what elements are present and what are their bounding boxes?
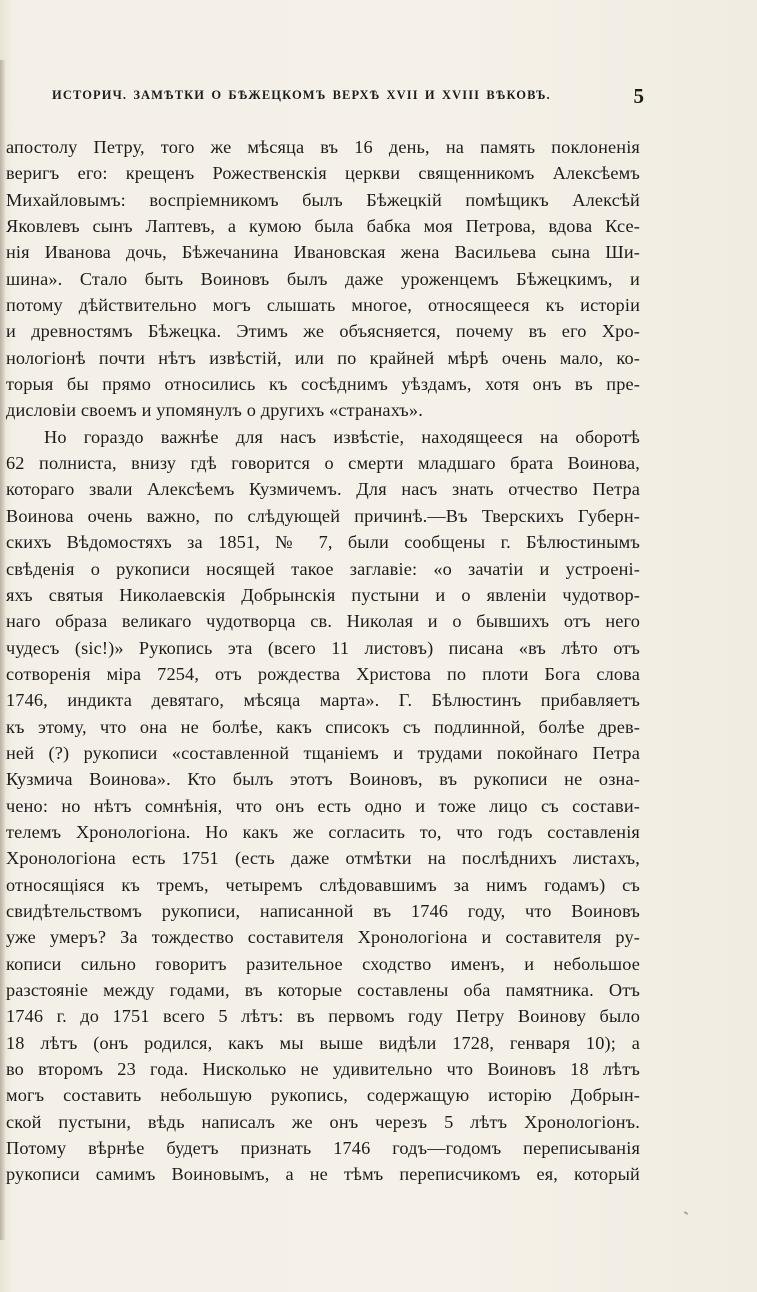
paragraph-end-line: дисловіи своемъ и упомянулъ о другихъ «странахъ». — [6, 400, 423, 421]
text-line: яхъ святыя Николаевскія Добрынскія пустыни и о явленіи чудотвор- — [6, 584, 640, 605]
text-line: кописи сильно говоритъ разительное сходство именъ, и небольшое — [6, 953, 640, 974]
text-line: чудесъ (sic!)» Рукопись эта (всего 11 листовъ) писана «въ лѣто отъ — [6, 637, 640, 658]
text-line: скихъ Вѣдомостяхъ за 1851, № 7, были сообщены г. Бѣлюстинымъ — [6, 532, 640, 553]
text-line: относящіяся къ тремъ, четыремъ слѣдовавшимъ за нимъ годамъ) съ — [6, 874, 640, 895]
text-line: веригъ его: крещенъ Рожественскія церкви священникомъ Алексѣемъ — [6, 163, 640, 184]
text-line: торыя бы прямо относились къ сосѣднимъ уѣздамъ, хотя онъ въ пре- — [6, 374, 640, 395]
text-line: свѣденія о рукописи носящей такое заглавіе: «о зачатіи и устроені- — [6, 558, 640, 579]
text-line: ней (?) рукописи «составленной тщаніемъ и трудами покойнаго Петра — [6, 742, 640, 763]
text-line: Михайловымъ: воспріемникомъ былъ Бѣжецкій помѣщикъ Алексѣй — [6, 189, 640, 210]
text-line: сотворенія міра 7254, отъ рождества Христова по плоти Бога слова — [6, 663, 640, 684]
text-line: рукописи самимъ Воиновымъ, а не тѣмъ переписчикомъ ея, который — [6, 1164, 640, 1185]
text-line: уже умеръ? За тождество составителя Хронологіона и составителя ру- — [6, 927, 640, 948]
text-line: къ этому, что она не болѣе, какъ списокъ съ подлинной, болѣе древ- — [6, 716, 640, 737]
text-line: наго образа великаго чудотворца св. Николая и о бывшихъ отъ него — [6, 611, 640, 632]
text-line: и древностямъ Бѣжецка. Этимъ же объясняется, почему въ его Хро- — [6, 321, 640, 342]
body-text — [0, 134, 640, 1188]
text-line: шина». Стало быть Воиновъ былъ даже уроженцемъ Бѣжецкимъ, и — [6, 268, 640, 289]
text-line: потому дѣйствительно могъ слышать многое, относящееся къ исторіи — [6, 295, 640, 316]
text-line: чено: но нѣтъ сомнѣнія, что онъ есть одно и тоже лицо съ состави- — [6, 795, 640, 816]
text-line: нологіонѣ почти нѣтъ извѣстій, или по крайней мѣрѣ очень мало, ко- — [6, 347, 640, 368]
text-line: ской пустыни, вѣдь написалъ же онъ черезъ 5 лѣтъ Хронологіонъ. — [6, 1111, 640, 1132]
text-line: апостолу Петру, того же мѣсяца въ 16 день, на память поклоненія — [6, 137, 640, 157]
text-line: могъ составить небольшую рукопись, содержащую исторію Добрын- — [6, 1085, 640, 1106]
page-number: 5 — [633, 84, 644, 108]
text-line: Кузмича Воинова». Кто былъ этотъ Воиновъ, въ рукописи не озна- — [6, 769, 640, 790]
text-line: 1746, индикта девятаго, мѣсяца марта». Г. Бѣлюстинъ прибавляетъ — [6, 690, 640, 711]
text-line: Воинова очень важно, по слѣдующей причинѣ.—Въ Тверскихъ Губерн- — [6, 505, 640, 526]
text-line: 18 лѣтъ (онъ родился, какъ мы выше видѣли 1728, генваря 10); а — [6, 1032, 640, 1053]
paper-speck — [684, 1211, 688, 1215]
page-header — [52, 86, 644, 112]
text-line: котораго звали Алексѣемъ Кузмичемъ. Для насъ знать отчество Петра — [6, 479, 640, 500]
text-line: свидѣтельствомъ рукописи, написанной въ 1746 году, что Воиновъ — [6, 900, 640, 921]
text-line: телемъ Хронологіона. Но какъ же согласить то, что годъ составленія — [6, 821, 640, 842]
text-line: нія Иванова дочь, Бѣжечанина Ивановская жена Васильева сына Ши- — [6, 242, 640, 263]
text-line: 1746 г. до 1751 всего 5 лѣтъ: въ первомъ году Петру Воинову было — [6, 1006, 640, 1027]
text-line: Хронологіона есть 1751 (есть даже отмѣтки на послѣднихъ листахъ, — [6, 848, 640, 869]
text-line: 62 полниста, внизу гдѣ говорится о смерти младшаго брата Воинова, — [6, 453, 640, 474]
running-title: ИСТОРИЧ. ЗАМѢТКИ О БѢЖЕЦКОМЪ ВЕРХѢ XVII И XVIII ВѢКОВЪ. — [52, 88, 551, 102]
text-line: Потому вѣрнѣе будетъ признать 1746 годъ—годомъ переписыванія — [6, 1138, 640, 1159]
text-line: во второмъ 23 года. Нисколько не удивительно что Воиновъ 18 лѣтъ — [6, 1059, 640, 1080]
text-line: разстояніе между годами, въ которые составлены оба памятника. Отъ — [6, 980, 640, 1000]
paragraph-start-line: Но гораздо важнѣе для насъ извѣстіе, находящееся на оборотѣ — [44, 426, 640, 447]
text-line: Яковлевъ сынъ Лаптевъ, а кумою была бабка моя Петрова, вдова Ксе- — [6, 216, 640, 237]
